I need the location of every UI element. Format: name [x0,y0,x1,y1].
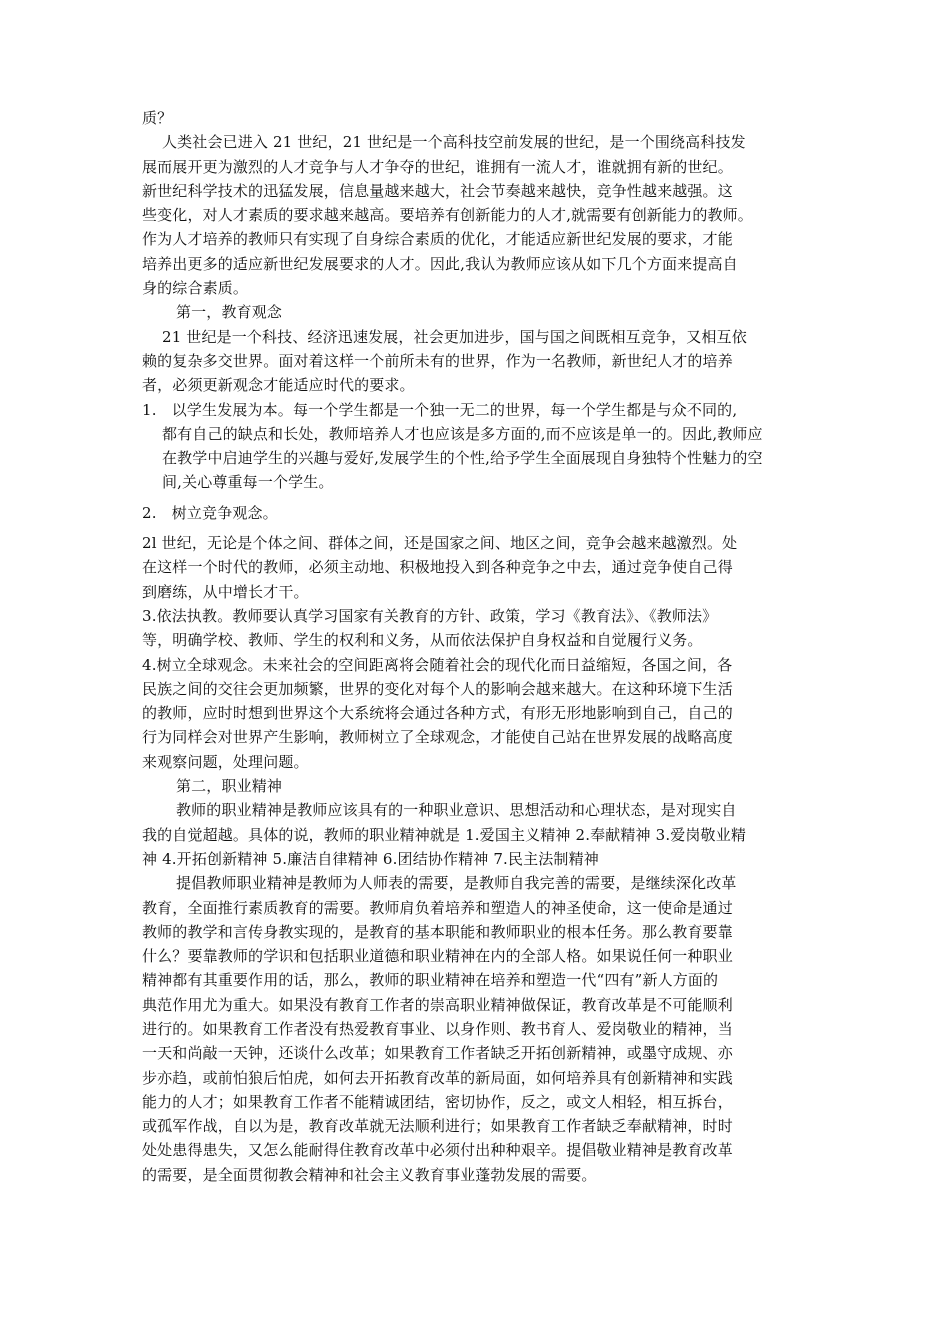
text-line: 质？ [142,109,173,127]
text-line: 提倡教师职业精神是教师为人师表的需要，是教师自我完善的需要，是继续深化改革 [176,874,737,893]
section-heading: 第二，职业精神 [176,777,283,796]
text-line: 在这样一个时代的教师，必须主动地、积极地投入到各种竞争之中去，通过竞争使自己得 [142,558,733,577]
document-page [142,106,822,1187]
text-line: 2l 世纪，无论是个体之间、群体之间，还是国家之间、地区之间，竞争会越来越激烈。处 [142,534,738,553]
text-line: 赖的复杂多交世界。面对着这样一个前所未有的世界，作为一名教师，新世纪人才的培养 [142,351,733,370]
text-line: 新世纪科学技术的迅猛发展，信息量越来越大，社会节奏越来越快，竞争性越来越强。这 [142,181,733,200]
text-line: 典范作用尤为重大。如果没有教育工作者的崇高职业精神做保证，教育改革是不可能顺利 [142,995,733,1014]
text-line: 的需要，是全面贯彻教会精神和社会主义教育事业蓬勃发展的需要。 [142,1165,597,1184]
text-line: 步亦趋，或前怕狼后怕虎，如何去开拓教育改革的新局面，如何培养具有创新精神和实践 [142,1068,733,1087]
text-line: 来观察问题，处理问题。 [142,752,309,771]
text-line: 教师的教学和言传身教实现的，是教育的基本职能和教师职业的根本任务。那么教育要靠 [142,922,733,941]
text-line: 神 4.开拓创新精神 5.廉洁自律精神 6.团结协作精神 7.民主法制精神 [142,849,599,868]
text-line: 能力的人才；如果教育工作者不能精诚团结，密切协作，反之，或文人相轻，相互拆台， [142,1092,733,1111]
list-item: 1. 以学生发展为本。每一个学生都是一个独一无二的世界，每一个学生都是与众不同的, [142,400,738,419]
text-line: 处处患得患失，又怎么能耐得住教育改革中必须付出种种艰辛。提倡敬业精神是教育改革 [142,1141,733,1160]
list-item: 3.依法执教。教师要认真学习国家有关教育的方针、政策，学习《教育法》、《教师法》 [142,606,718,625]
text-line: 精神都有其重要作用的话，那么，教师的职业精神在培养和塑造一代“四有”新人方面的 [142,971,719,990]
text-line: 都有自己的缺点和长处，教师培养人才也应该是多方面的,而不应该是单一的。因此,教师应 [162,424,763,443]
text-line: 我的自觉超越。具体的说，教师的职业精神就是 1.爱国主义精神 2.奉献精神 3.爱岗敬业精 [142,825,746,844]
text-line: 培养出更多的适应新世纪发展要求的人才。因此,我认为教师应该从如下几个方面来提高自 [142,254,738,273]
text-line: 等，明确学校、教师、学生的权利和义务，从而依法保护自身权益和自觉履行义务。 [142,631,703,650]
text-line: 民族之间的交往会更加频繁，世界的变化对每个人的影响会越来越大。在这种环境下生活 [142,679,733,698]
text-line: 进行的。如果教育工作者没有热爱教育事业、以身作则、教书育人、爱岗敬业的精神，当 [142,1019,733,1038]
text-line: 什么？要靠教师的学识和包括职业道德和职业精神在内的全部人格。如果说任何一种职业 [142,947,733,966]
section-heading: 第一，教育观念 [176,303,283,322]
text-line: 在教学中启迪学生的兴趣与爱好,发展学生的个性,给予学生全面展现自身独特个性魅力的空 [162,449,763,468]
text-line: 一天和尚敲一天钟，还谈什么改革；如果教育工作者缺乏开拓创新精神，或墨守成规、亦 [142,1044,733,1063]
text-line: 者，必须更新观念才能适应时代的要求。 [142,376,415,395]
text-line: 教育，全面推行素质教育的需要。教师肩负着培养和塑造人的神圣使命，这一使命是通过 [142,898,733,917]
text-line: 或孤军作战，自以为是，教育改革就无法顺利进行；如果教育工作者缺乏奉献精神，时时 [142,1117,733,1136]
text-line: 到磨练，从中增长才干。 [142,582,309,601]
text-line: 的教师，应时时想到世界这个大系统将会通过各种方式，有形无形地影响到自己，自己的 [142,704,733,723]
text-line: 展而展开更为激烈的人才竞争与人才争夺的世纪，谁拥有一流人才，谁就拥有新的世纪。 [142,157,733,176]
text-line: 些变化，对人才素质的要求越来越高。要培养有创新能力的人才,就需要有创新能力的教师。 [142,206,753,225]
text-line: 行为同样会对世界产生影响，教师树立了全球观念，才能使自己站在世界发展的战略高度 [142,728,733,747]
text-line: 教师的职业精神是教师应该具有的一种职业意识、思想活动和心理状态，是对现实自 [176,801,737,820]
text-line: 身的综合素质。 [142,279,249,298]
list-item: 4.树立全球观念。未来社会的空间距离将会随着社会的现代化而日益缩短，各国之间，各 [142,655,733,674]
list-item: 2. 树立竞争观念。 [142,503,278,522]
text-line: 间,关心尊重每一个学生。 [162,473,334,492]
text-line: 作为人才培养的教师只有实现了自身综合素质的优化，才能适应新世纪发展的要求，才能 [142,230,733,249]
text-line: 人类社会已进入 21 世纪，21 世纪是一个高科技空前发展的世纪，是一个围绕高科技发 [162,133,746,152]
text-line: 21 世纪是一个科技、经济迅速发展，社会更加进步，国与国之间既相互竞争，又相互依 [162,327,747,346]
